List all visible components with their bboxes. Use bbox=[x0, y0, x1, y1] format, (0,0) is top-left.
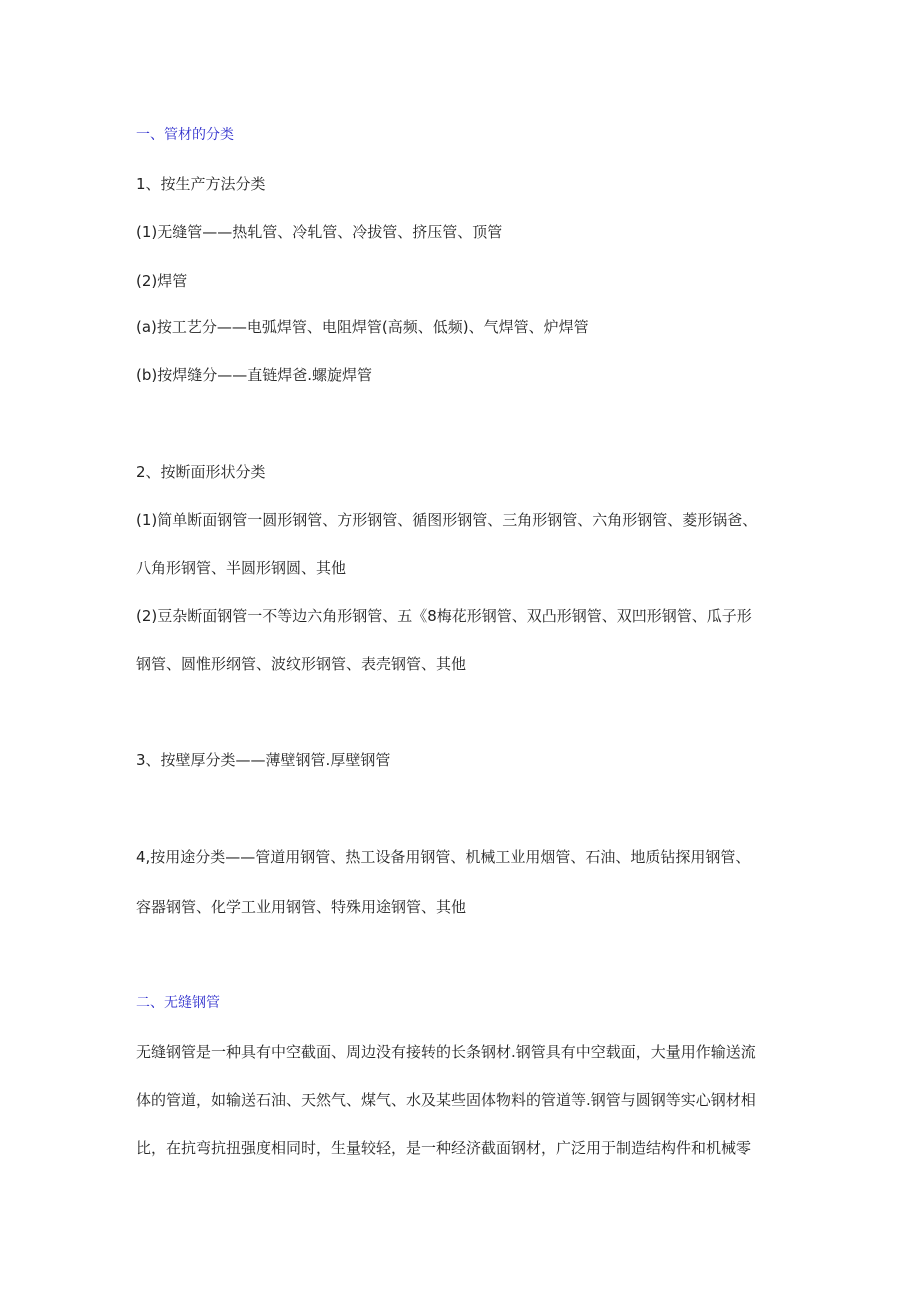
subsection-title-by-section-shape: 2、按断面形状分类 bbox=[136, 463, 266, 481]
paragraph-seamless-pipe-types: (1)无缝管——热轧管、冷轧管、冷拔管、挤压管、顶管 bbox=[136, 223, 503, 241]
paragraph-complex-section-line2: 钢管、圆惟形纲管、波纹形钢管、表壳钢管、其他 bbox=[136, 655, 467, 673]
paragraph-welded-by-seam: (b)按焊缝分——直链焊爸.螺旋焊管 bbox=[136, 366, 372, 384]
paragraph-simple-section-line1: (1)简单断面钢管一圆形钢管、方形钢管、循图形钢管、三角形钢管、六角形钢管、菱形锅爸、 bbox=[136, 511, 758, 529]
paragraph-welded-by-process: (a)按工艺分——电弧焊管、电阻焊管(高频、低频)、气焊管、炉焊管 bbox=[136, 318, 589, 336]
paragraph-complex-section-line1: (2)豆杂断面钢管一不等边六角形钢管、五《8梅花形钢管、双凸形钢管、双凹形钢管、瓜子形 bbox=[136, 607, 752, 625]
paragraph-by-usage-line2: 容器钢管、化学工业用钢管、特殊用途钢管、其他 bbox=[136, 898, 467, 916]
section-heading-pipe-classification: 一、管材的分类 bbox=[136, 127, 234, 143]
subsection-title-by-wall-thickness: 3、按壁厚分类——薄壁钢管.厚壁钢管 bbox=[136, 751, 391, 769]
subsection-title-by-production-method: 1、按生产方法分类 bbox=[136, 175, 266, 193]
section-heading-seamless-steel-pipe: 二、无缝钢管 bbox=[136, 995, 220, 1011]
paragraph-simple-section-line2: 八角形钢管、半圆形钢圆、其他 bbox=[136, 559, 347, 577]
paragraph-by-usage-line1: 4,按用途分类——管道用钢管、热工设备用钢管、机械工业用烟管、石油、地质钻探用钢管、 bbox=[136, 848, 751, 866]
paragraph-seamless-desc-line1: 无缝钢管是一种具有中空截面、周边没有接转的长条钢材.钢管具有中空载面，大量用作输送流 bbox=[136, 1043, 756, 1061]
paragraph-seamless-desc-line3: 比，在抗弯抗扭强度相同时，生量较轻，是一种经济截面钢材，广泛用于制造结构件和机械零 bbox=[136, 1139, 752, 1157]
paragraph-seamless-desc-line2: 体的管道，如输送石油、天然气、煤气、水及某些固体物料的管道等.钢管与圆钢等实心钢材相 bbox=[136, 1091, 756, 1109]
paragraph-welded-pipe: (2)焊管 bbox=[136, 272, 188, 290]
